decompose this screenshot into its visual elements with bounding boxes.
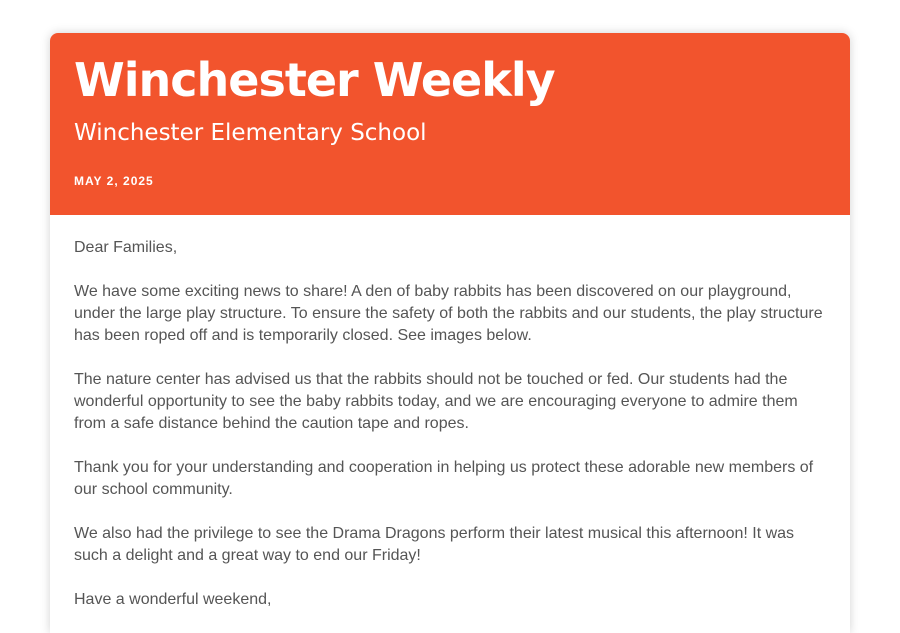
newsletter-header xyxy=(50,33,850,215)
paragraph-rabbits-news: We have some exciting news to share! A den of baby rabbits has been discovered on our playground, under the large play structure. To ensure the safety of both the rabbits and our students, the play structure has been roped off and is temporarily closed. See images below. xyxy=(74,283,823,344)
closing: Have a wonderful weekend, xyxy=(74,591,272,608)
newsletter-title: Winchester Weekly xyxy=(74,53,555,107)
paragraph-drama-dragons: We also had the privilege to see the Drama Dragons perform their latest musical this afternoon! It was such a delight and a great way to end our Friday! xyxy=(74,525,795,564)
paragraph-thank-you: Thank you for your understanding and cooperation in helping us protect these adorable new members of our school community. xyxy=(74,459,814,498)
school-name: Winchester Elementary School xyxy=(74,120,427,146)
issue-date: MAY 2, 2025 xyxy=(74,174,154,188)
paragraph-nature-center: The nature center has advised us that the rabbits should not be touched or fed. Our students had the wonderful opportunity to see the baby rabbits today, and we are encouraging everyone to admire them from a safe distance behind the caution tape and ropes. xyxy=(74,371,798,432)
greeting: Dear Families, xyxy=(74,239,178,256)
newsletter-card xyxy=(50,33,850,633)
newsletter-body xyxy=(50,215,850,611)
